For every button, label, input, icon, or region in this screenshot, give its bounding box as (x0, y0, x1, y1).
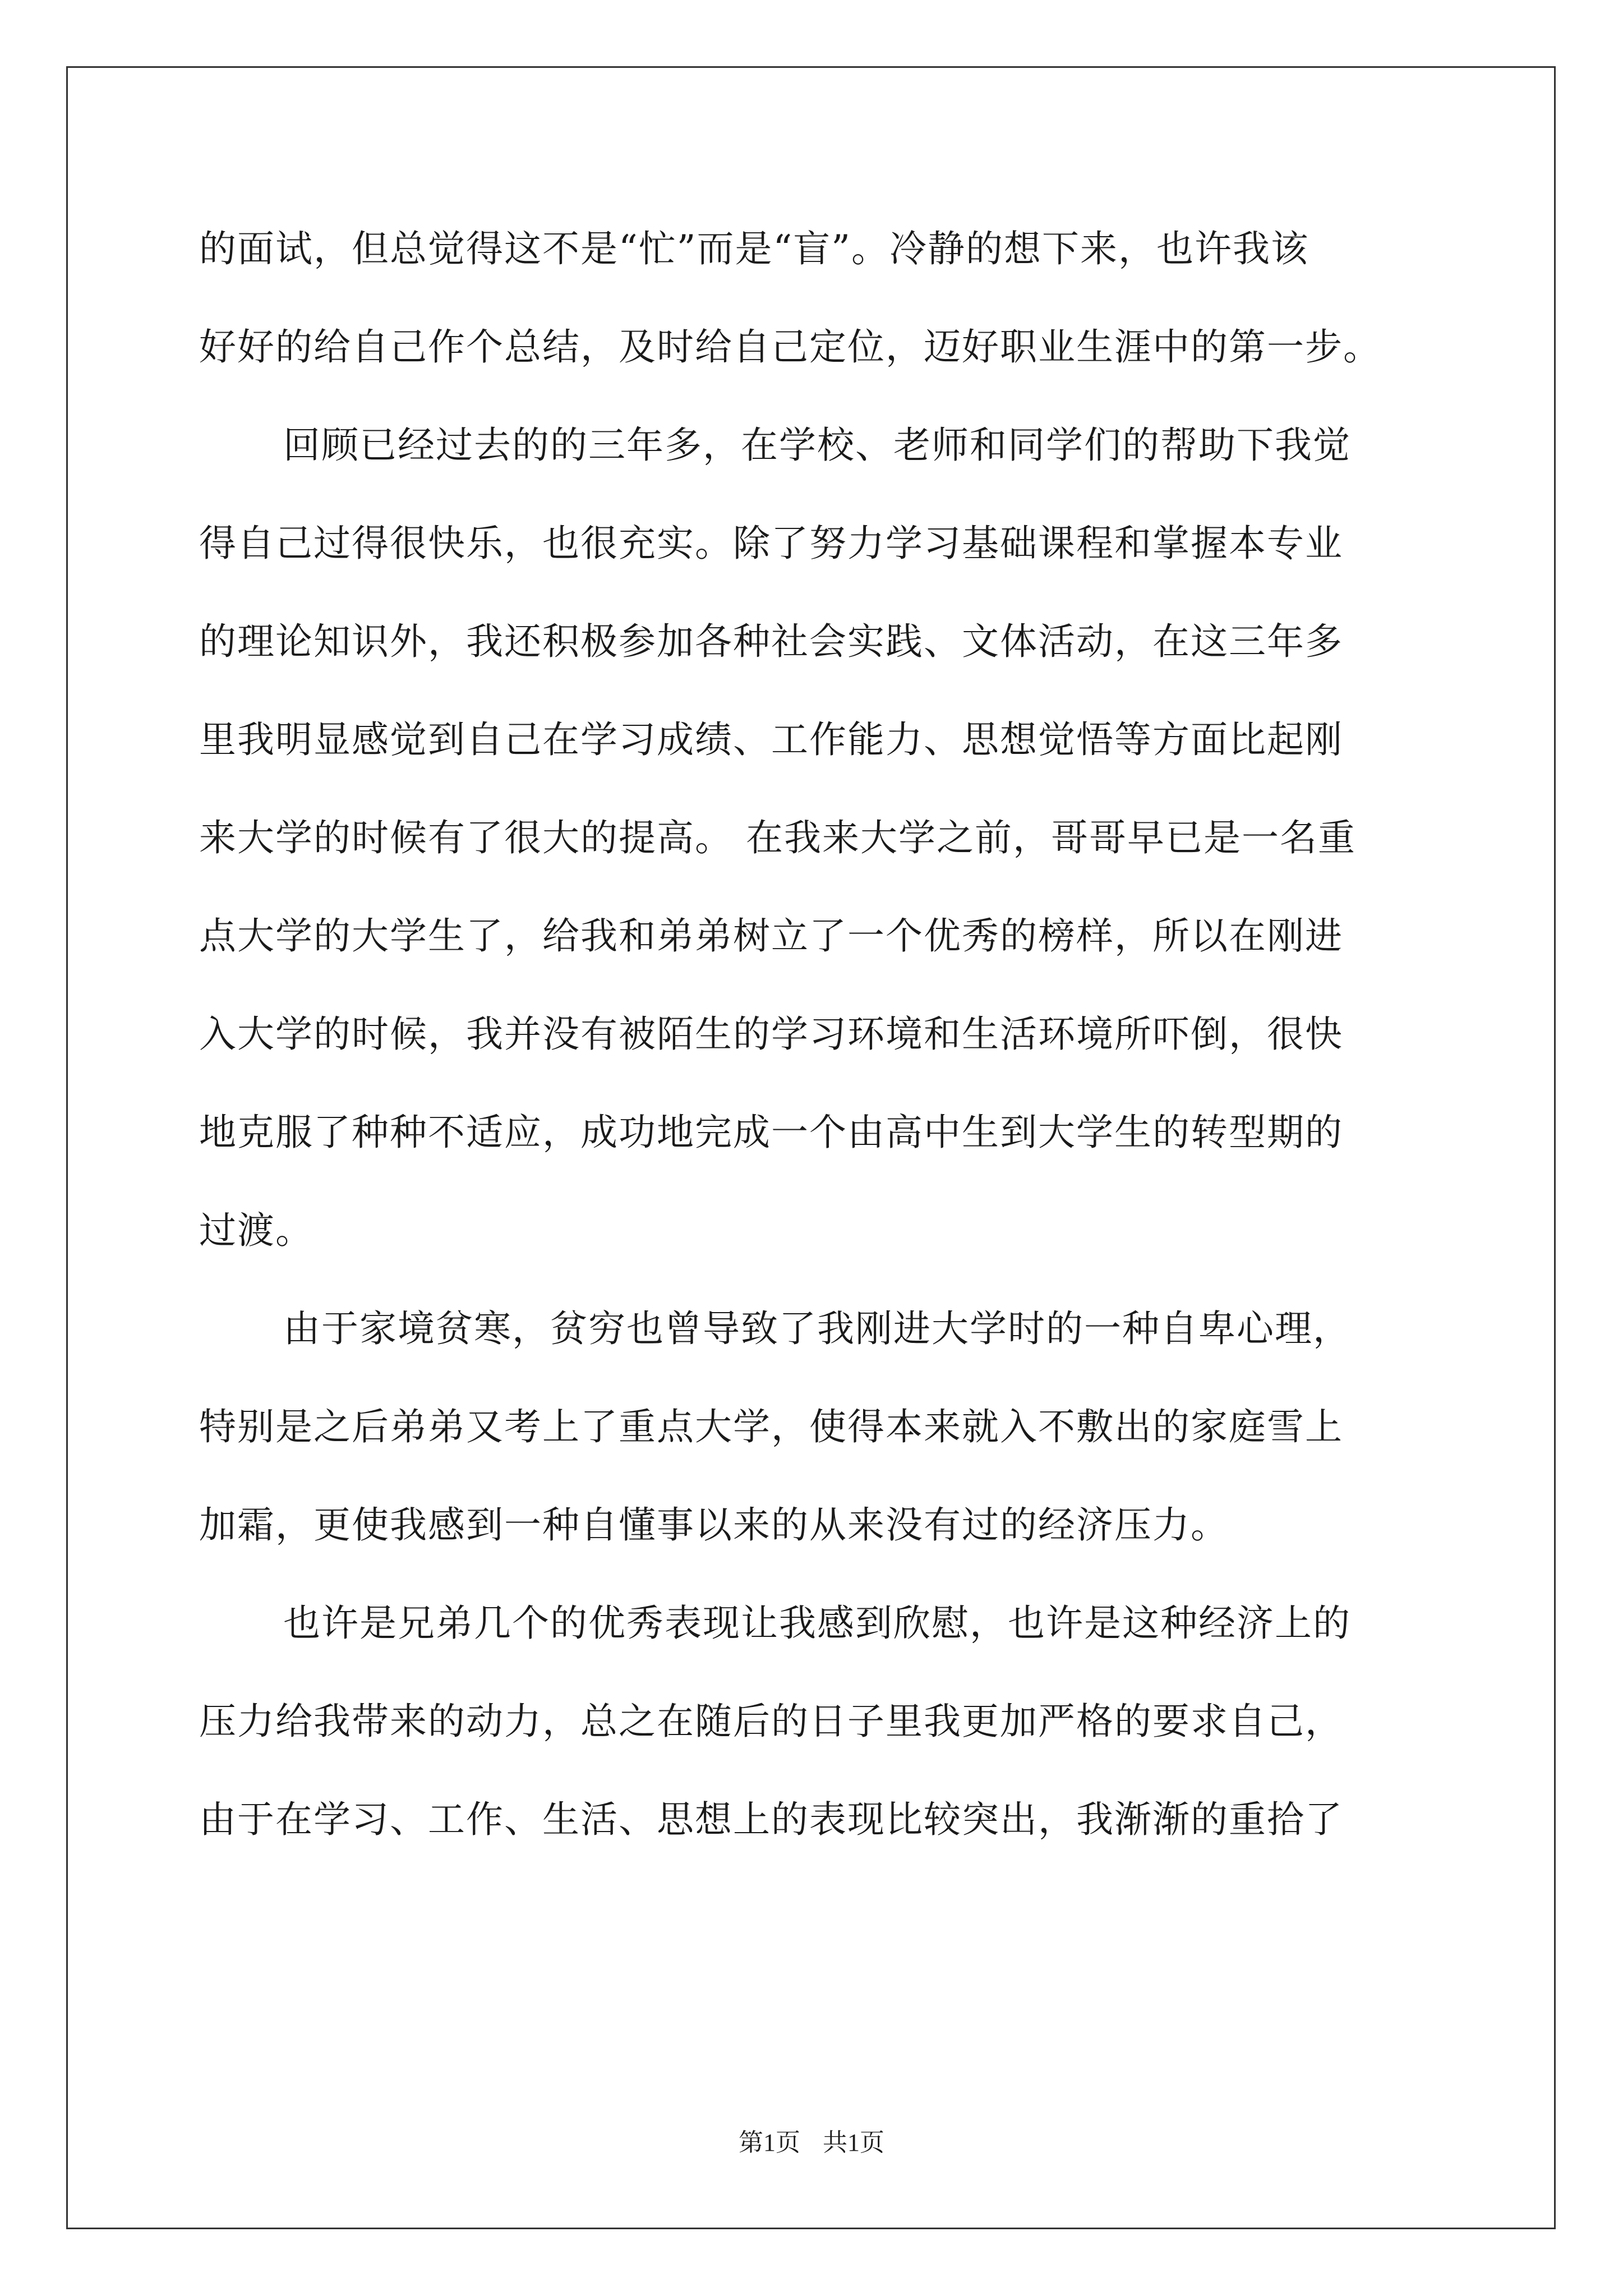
text-line: 压力给我带来的动力，总之在随后的日子里我更加严格的要求自己， (199, 1700, 1343, 1743)
document-body (199, 200, 1433, 1869)
page-total: 共1页 (823, 2129, 884, 2156)
text-line: 地克服了种种不适应，成功地完成一个由高中生到大学生的转型期的 (199, 1111, 1343, 1154)
text-line: 特别是之后弟弟又考上了重点大学，使得本来就入不敷出的家庭雪上 (199, 1405, 1343, 1448)
paragraph-start-line: 由于家境贫寒，贫穷也曾导致了我刚进大学时的一种自卑心理， (283, 1307, 1351, 1350)
paragraph-start-line: 也许是兄弟几个的优秀表现让我感到欣慰，也许是这种经济上的 (283, 1602, 1351, 1645)
text-line: 入大学的时候，我并没有被陌生的学习环境和生活环境所吓倒，很快 (199, 1013, 1343, 1056)
paragraph-start-line: 回顾已经过去的的三年多，在学校、老师和同学们的帮助下我觉 (283, 424, 1351, 467)
text-line: 点大学的大学生了，给我和弟弟树立了一个优秀的榜样，所以在刚进 (199, 914, 1343, 958)
text-line: 的面试，但总觉得这不是“忙”而是“盲”。冷静的想下来，也许我该 (199, 227, 1309, 270)
text-line: 好好的给自己作个总结，及时给自己定位，迈好职业生涯中的第一步。 (199, 325, 1381, 369)
text-line: 过渡。 (199, 1209, 313, 1252)
text-line: 得自己过得很快乐，也很充实。除了努力学习基础课程和掌握本专业 (199, 522, 1343, 565)
text-line: 的理论知识外，我还积极参加各种社会实践、文体活动，在这三年多 (199, 620, 1343, 663)
page-footer (0, 2126, 1623, 2160)
text-line: 加霜，更使我感到一种自懂事以来的从来没有过的经济压力。 (199, 1503, 1229, 1547)
text-line: 来大学的时候有了很大的提高。 在我来大学之前，哥哥早已是一名重 (199, 816, 1356, 859)
text-line: 里我明显感觉到自己在学习成绩、工作能力、思想觉悟等方面比起刚 (199, 718, 1343, 761)
text-line: 由于在学习、工作、生活、思想上的表现比较突出，我渐渐的重拾了 (199, 1798, 1343, 1841)
page-number: 第1页 (739, 2129, 800, 2156)
